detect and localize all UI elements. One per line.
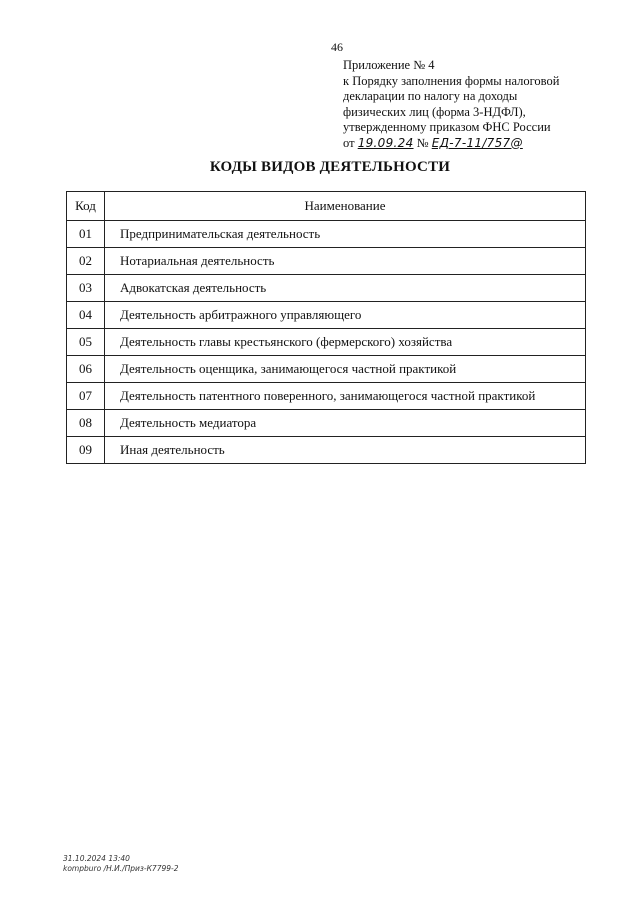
code-cell: 08 [67, 410, 105, 437]
code-cell: 02 [67, 248, 105, 275]
name-cell: Иная деятельность [105, 437, 586, 464]
name-cell: Адвокатская деятельность [105, 275, 586, 302]
footer-path: kompburo /Н.И./Приз-К7799-2 [63, 864, 179, 873]
document-title: КОДЫ ВИДОВ ДЕЯТЕЛЬНОСТИ [209, 159, 451, 175]
code-cell: 01 [67, 221, 105, 248]
code-cell: 03 [67, 275, 105, 302]
appendix-line: физических лиц (форма 3-НДФЛ), [343, 104, 526, 119]
date-prefix: от [343, 135, 355, 150]
code-cell: 06 [67, 356, 105, 383]
name-cell: Деятельность оценщика, занимающегося частной практикой [105, 356, 586, 383]
page-number: 46 [331, 40, 343, 54]
appendix-line: к Порядку заполнения формы налоговой [343, 73, 560, 88]
table-row [67, 437, 586, 464]
code-cell: 09 [67, 437, 105, 464]
table-row [67, 356, 586, 383]
activity-codes-table [66, 191, 586, 464]
appendix-block [343, 58, 583, 151]
table-row [67, 302, 586, 329]
table-row [67, 221, 586, 248]
name-cell: Деятельность главы крестьянского (фермерского) хозяйства [105, 329, 586, 356]
appendix-line: Приложение № 4 [343, 58, 435, 72]
table-row [67, 275, 586, 302]
name-column-header: Наименование [105, 192, 586, 221]
name-cell: Деятельность медиатора [105, 410, 586, 437]
table-row [67, 383, 586, 410]
table-row [67, 410, 586, 437]
name-cell: Предпринимательская деятельность [105, 221, 586, 248]
code-cell: 04 [67, 302, 105, 329]
table-header-row [67, 192, 586, 221]
print-footer [63, 854, 179, 874]
table-row [67, 248, 586, 275]
footer-timestamp: 31.10.2024 13:40 [63, 854, 130, 863]
code-cell: 05 [67, 329, 105, 356]
name-cell: Нотариальная деятельность [105, 248, 586, 275]
table-row [67, 329, 586, 356]
name-cell: Деятельность арбитражного управляющего [105, 302, 586, 329]
order-date-line [343, 136, 583, 152]
order-date: 19.09.24 [357, 135, 414, 150]
appendix-line: декларации по налогу на доходы [343, 89, 518, 103]
code-column-header: Код [67, 192, 105, 221]
order-number: ЕД-7-11/757@ [431, 135, 523, 150]
code-cell: 07 [67, 383, 105, 410]
name-cell: Деятельность патентного поверенного, занимающегося частной практикой [105, 383, 586, 410]
appendix-line: утвержденному приказом ФНС России [343, 120, 551, 134]
number-prefix: № [416, 135, 429, 150]
